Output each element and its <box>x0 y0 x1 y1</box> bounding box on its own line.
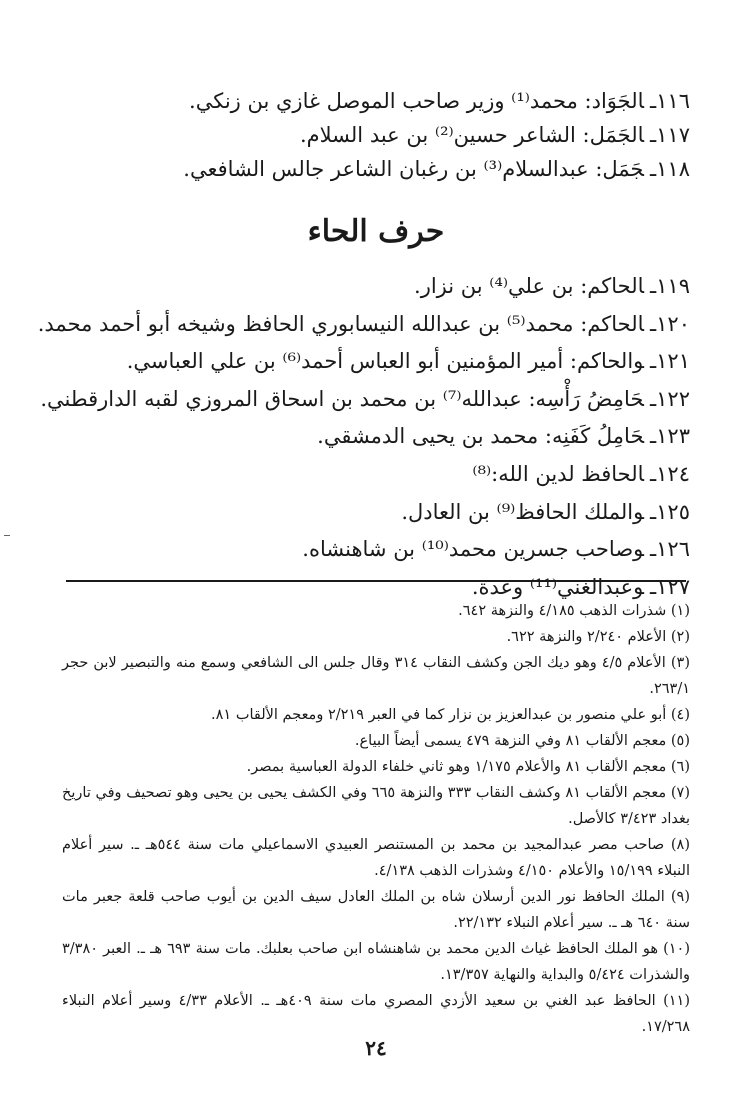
entry-121 <box>60 343 690 381</box>
section-heading: حرف الحاء <box>307 214 445 249</box>
entry-125 <box>60 494 690 532</box>
entry-text: الحاكم: محمد⁽⁵⁾ بن عبدالله النيسابوري الحافظ وشيخه أبو أحمد محمد. <box>37 311 644 336</box>
entry-122 <box>40 381 690 419</box>
entry-text: والحاكم: أمير المؤمنين أبو العباس أحمد⁽⁶⁾ بن علي العباسي. <box>126 349 644 374</box>
entry-118 <box>60 152 690 186</box>
entry-number: ١٢٠ـ <box>650 311 690 336</box>
entry-116 <box>60 84 690 118</box>
footnote-8: (٨) صاحب مصر عبدالمجيد بن محمد بن المستنصر العبيدي الاسماعيلي مات سنة ٥٤٤هـ ـ. سير أعلام النبلاء ١٥/١٩٩ والأعلام ٤/١٥٠ وشذرات الذهب ٤/١٣٨. <box>62 837 690 879</box>
entries-top-list <box>60 84 690 186</box>
footnotes <box>62 598 690 1040</box>
entry-text: الجَوَاد: محمد⁽¹⁾ وزير صاحب الموصل غازي بن زنكي. <box>189 89 644 113</box>
footnote-3: (٣) الأعلام ٤/٥ وهو ديك الجن وكشف النقاب ٣١٤ وقال جلس الى الشافعي وسمع منه والتبصير لابن حجر ٢٦٣/١. <box>62 655 690 697</box>
footnote-10: (١٠) هو الملك الحافظ غياث الدين محمد بن شاهنشاه ابن صاحب بعلبك. مات سنة ٦٩٣ هـ ـ. العبر ٣/٣٨٠ والشذرات ٥/٤٢٤ والبداية والنهاية ١٣/٣٥٧. <box>62 941 691 983</box>
entry-number: ١٢٢ـ <box>650 386 690 411</box>
entries-ha-list <box>37 268 690 606</box>
entry-number: ١١٩ـ <box>650 274 690 298</box>
entry-number: ١٢٦ـ <box>650 537 690 562</box>
entry-number: ١١٧ـ <box>650 123 690 147</box>
entry-number: ١٢٤ـ <box>650 461 690 486</box>
entry-text: وعبدالغني⁽¹¹⁾ وعدة. <box>471 574 644 599</box>
entry-text: والملك الحافظ⁽⁹⁾ بن العادل. <box>401 499 644 524</box>
entry-text: الجَمَل: الشاعر حسين⁽²⁾ بن عبد السلام. <box>299 123 644 147</box>
entry-117 <box>60 118 690 152</box>
footnote-11: (١١) الحافظ عبد الغني بن سعيد الأزدي المصري مات سنة ٤٠٩هـ ـ. الأعلام ٤/٣٣ وسير أعلام النبلاء ١٧/٢٦٨. <box>62 993 690 1035</box>
entry-text: وصاحب جسرين محمد⁽¹⁰⁾ بن شاهنشاه. <box>302 537 644 562</box>
entry-number: ١٢٧ـ <box>650 574 690 599</box>
entry-text: حَامِلُ كَفَنِه: محمد بن يحيى الدمشقي. <box>317 424 644 449</box>
entry-119 <box>60 268 690 306</box>
entry-number: ١٢٥ـ <box>650 499 690 524</box>
entry-number: ١٢١ـ <box>650 349 690 374</box>
footnote-5: (٥) معجم الألقاب ٨١ وفي النزهة ٤٧٩ يسمى أيضاً البياع. <box>354 733 690 749</box>
entry-number: ١١٨ـ <box>650 157 690 181</box>
entry-text: الحاكم: بن علي⁽⁴⁾ بن نزار. <box>414 274 644 298</box>
footnote-7: (٧) معجم الألقاب ٨١ وكشف النقاب ٣٣٣ والنزهة ٦٦٥ وفي الكشف يحيى بن يحيى وهو تصحيف وفي تاريخ بغداد ٣/٤٢٣ كالأصل. <box>62 785 690 827</box>
footnote-2: (٢) الأعلام ٢/٢٤٠ والنزهة ٦٢٢. <box>506 629 690 645</box>
entry-text: جَمَل: عبدالسلام⁽³⁾ بن رغبان الشاعر جالس الشافعي. <box>183 157 644 181</box>
entry-124 <box>60 456 690 494</box>
entry-120 <box>37 306 690 344</box>
footnote-1: (١) شذرات الذهب ٤/١٨٥ والنزهة ٦٤٢. <box>458 603 690 619</box>
footnote-4: (٤) أبو علي منصور بن عبدالعزيز بن نزار كما في العبر ٢/٢١٩ ومعجم الألقاب ٨١. <box>211 707 690 723</box>
entry-number: ١٢٣ـ <box>650 424 690 449</box>
entry-number: ١١٦ـ <box>650 89 690 113</box>
footnote-divider <box>66 580 686 582</box>
entry-123 <box>60 418 690 456</box>
page-number: ٢٤ <box>365 1036 387 1060</box>
entry-text: حَامِضُ رَأْسِه: عبدالله⁽⁷⁾ بن محمد بن اسحاق المروزي لقبه الدارقطني. <box>40 386 644 411</box>
footnote-6: (٦) معجم الألقاب ٨١ والأعلام ١/١٧٥ وهو ثاني خلفاء الدولة العباسية بمصر. <box>246 759 690 775</box>
entry-126 <box>60 531 690 569</box>
entry-text: الحافظ لدين الله:⁽⁸⁾ <box>472 461 644 486</box>
margin-mark <box>4 535 10 536</box>
footnote-9: (٩) الملك الحافظ نور الدين أرسلان شاه بن الملك العادل سيف الدين بن أيوب صاحب قلعة جعبر مات سنة ٦٤٠ هـ ـ. سير أعلام النبلاء ٢٢/١٣٢. <box>62 889 690 931</box>
